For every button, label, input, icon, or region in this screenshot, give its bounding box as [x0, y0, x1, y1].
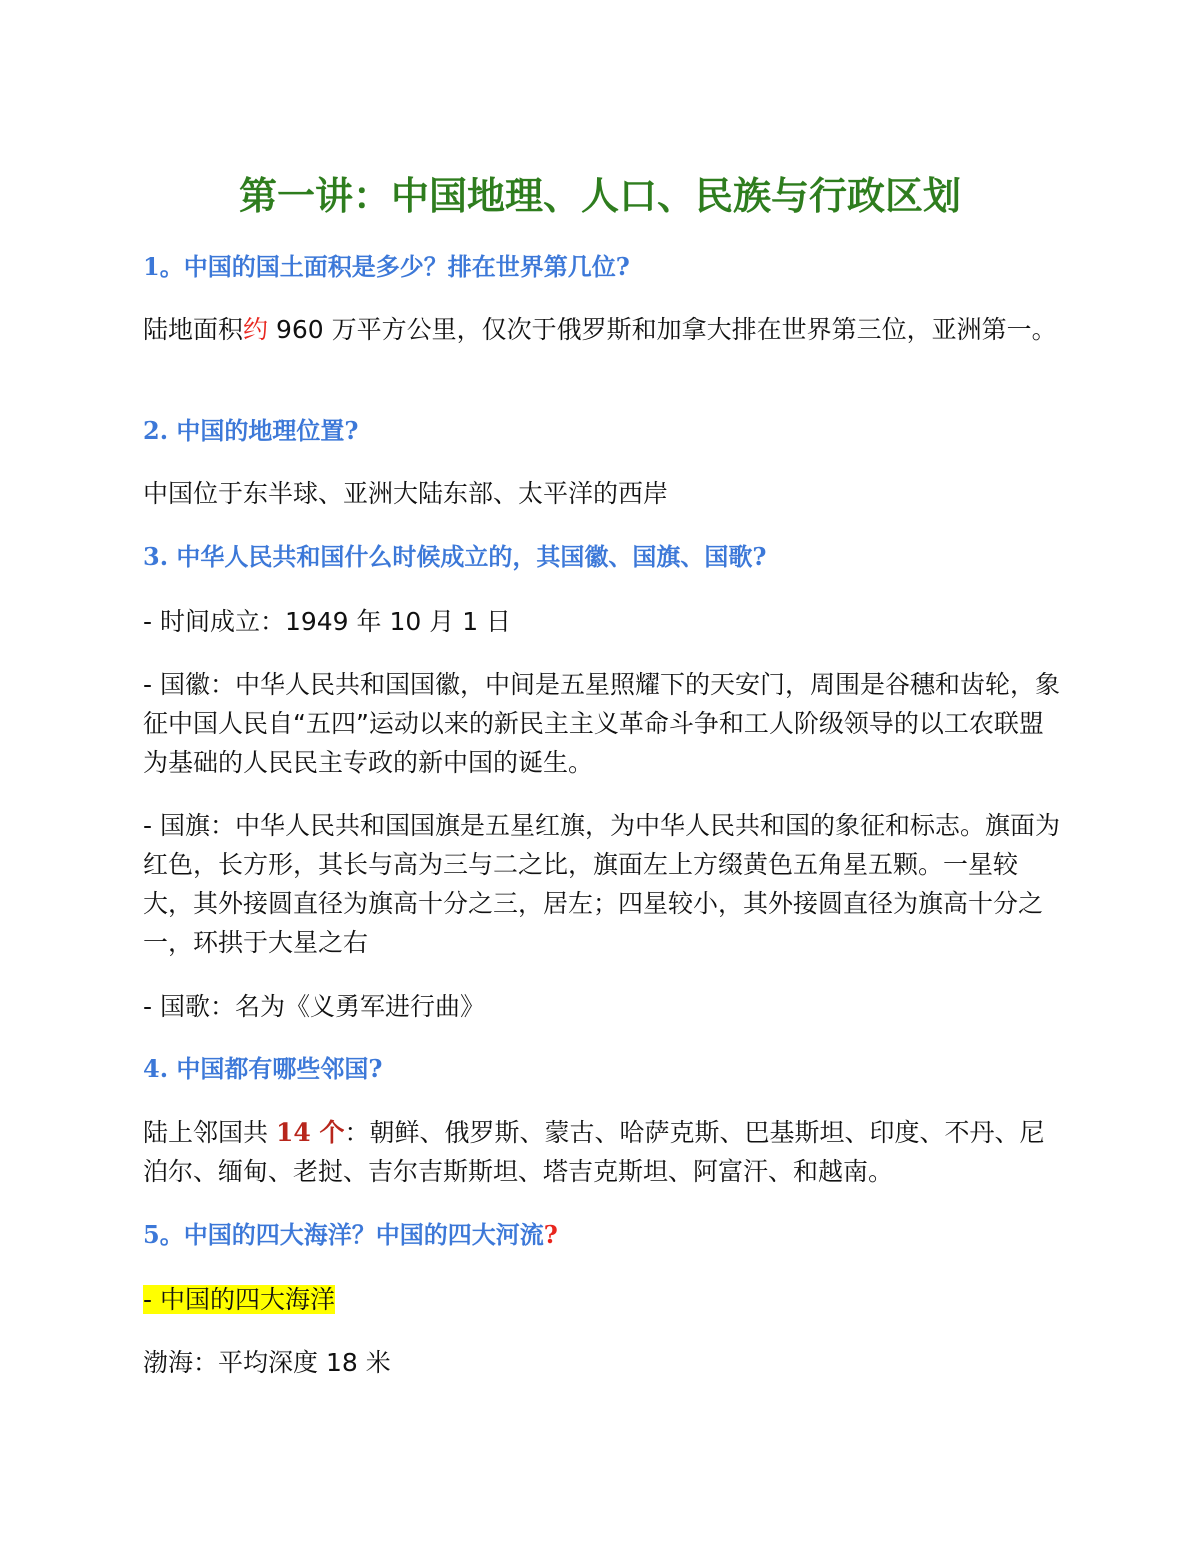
- national-emblem: - 国徽：中华人民共和国国徽，中间是五星照耀下的天安门，周围是谷穗和齿轮，象征中国人民自“五四”运动以来的新民主主义革命斗争和工人阶级领导的以工农联盟为基础的人民民主专政的新中国的诞生。: [143, 670, 1060, 777]
- question-1: 1。中国的国土面积是多少？排在世界第几位?: [143, 252, 630, 281]
- highlighted-subheading: - 中国的四大海洋: [143, 1285, 335, 1314]
- question-4: 4. 中国都有哪些邻国?: [143, 1054, 383, 1083]
- question-2: 2. 中国的地理位置?: [143, 416, 359, 445]
- answer-1-text-end: 960 万平方公里，仅次于俄罗斯和加拿大排在世界第三位，亚洲第一。: [268, 315, 1057, 344]
- answer-1-text-start: 陆地面积: [143, 315, 244, 344]
- answer-2: 中国位于东半球、亚洲大陆东部、太平洋的西岸: [143, 479, 669, 508]
- answer-1: [143, 310, 1063, 349]
- page-title: 第一讲：中国地理、人口、民族与行政区划: [238, 173, 961, 218]
- question-5-text: 5。中国的四大海洋？中国的四大河流: [143, 1220, 544, 1249]
- answer-4-text-end: ：朝鲜、俄罗斯、蒙古、哈萨克斯、巴基斯坦、印度、不丹、尼泊尔、缅甸、老挝、吉尔吉斯斯坦、塔吉克斯坦、阿富汗、和越南。: [143, 1118, 1045, 1186]
- national-anthem: - 国歌：名为《义勇军进行曲》: [143, 992, 485, 1021]
- neighbor-count: 14 个: [275, 1118, 345, 1147]
- bohai-sea: 渤海：平均深度 18 米: [143, 1348, 391, 1377]
- question-5: [143, 1218, 1063, 1252]
- answer-1-emphasis: 约: [243, 315, 269, 344]
- subheading-four-seas: [143, 1280, 1063, 1319]
- founding-date: - 时间成立：1949 年 10 月 1 日: [143, 607, 512, 636]
- national-flag: - 国旗：中华人民共和国国旗是五星红旗，为中华人民共和国的象征和标志。旗面为红色，长方形，其长与高为三与二之比，旗面左上方缀黄色五角星五颗。一星较大，其外接圆直径为旗高十分之三，居左；四星较小，其外接圆直径为旗高十分之一，环拱于大星之右: [143, 811, 1060, 957]
- question-3: 3. 中华人民共和国什么时候成立的，其国徽、国旗、国歌?: [143, 542, 767, 571]
- answer-4: [143, 1113, 1063, 1191]
- answer-4-text-start: 陆上邻国共: [143, 1118, 276, 1147]
- question-5-mark: ?: [543, 1220, 558, 1249]
